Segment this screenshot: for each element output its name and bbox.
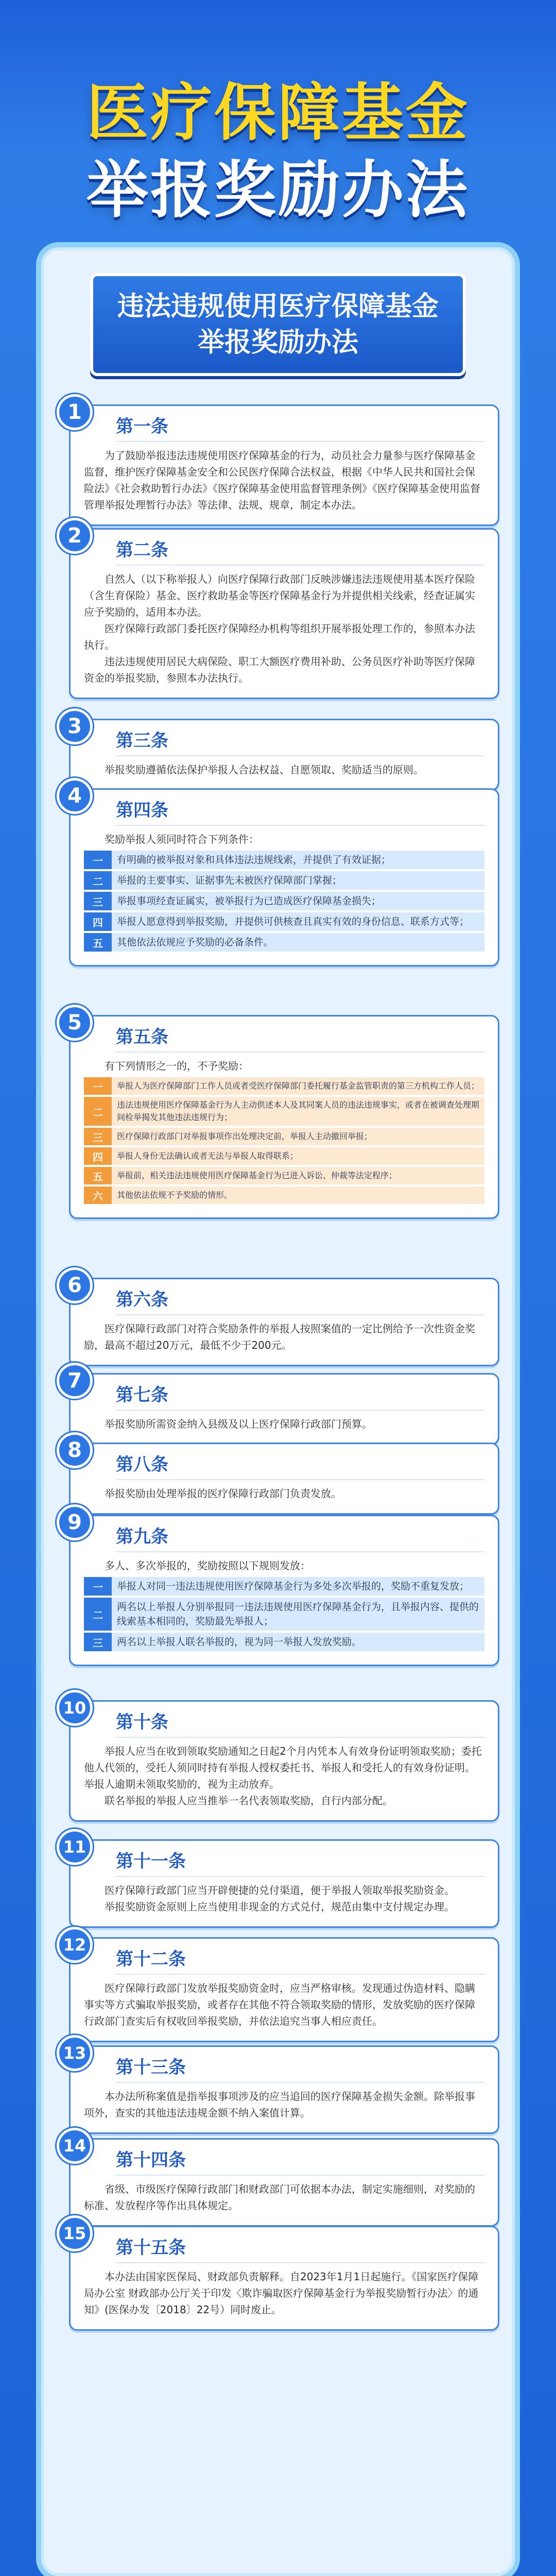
hero-title-line1: 医疗保障基金 [86, 77, 470, 149]
article-item-list [84, 1077, 484, 1204]
list-item-text: 举报人身份无法确认或者无法与举报人取得联系； [112, 1147, 484, 1165]
article-paragraph: 省级、市级医疗保障行政部门和财政部门可依据本办法，制定实施细则，对奖励的标准、发放程序等作出具体规定。 [84, 2183, 475, 2212]
hero-banner [0, 0, 556, 226]
list-item [84, 933, 484, 952]
article-number-badge: 11 [57, 1829, 93, 1865]
list-item-text: 举报的主要事实、证据事先未被医疗保障部门掌握； [112, 871, 484, 890]
article-number-badge: 15 [57, 2215, 93, 2251]
list-item-index: 一 [84, 1077, 112, 1095]
list-item [84, 1167, 484, 1184]
list-item [84, 851, 484, 869]
list-item-index: 一 [84, 1577, 112, 1596]
article-title: 第十三条 [116, 2056, 484, 2083]
article-paragraph: 本办法由国家医保局、财政部负责解释。自2023年1月1日起施行。《国家医疗保障局办公室 财政部办公厅关于印发〈欺诈骗取医疗保障基金行为举报奖励暂行办法〉的通知》(医保办发〔2018〕22号）同时废止。 [84, 2270, 479, 2316]
article-item-list [84, 1577, 484, 1651]
list-item-text: 举报人愿意得到举报奖励，并提供可供核查且真实有效的身份信息、联系方式等； [112, 912, 484, 931]
article-paragraph: 联名举报的举报人应当推举一名代表领取奖励，自行内部分配。 [105, 1794, 393, 1807]
list-item [84, 1077, 484, 1095]
article-number-badge: 2 [57, 518, 93, 554]
article-title: 第四条 [116, 799, 484, 826]
article-card [69, 1700, 499, 1822]
article-number-badge: 12 [57, 1927, 93, 1963]
article-card [69, 528, 499, 699]
list-item [84, 892, 484, 910]
article-number-badge: 13 [57, 2035, 93, 2071]
list-item-index: 三 [84, 1633, 112, 1651]
list-item [84, 1598, 484, 1631]
article-number-badge: 8 [57, 1432, 93, 1468]
list-item-text: 两名以上举报人分别举报同一违法违规使用医疗保障基金行为，且举报内容、提供的线索基本相同的，奖励最先举报人； [112, 1598, 484, 1631]
article-paragraph: 为了鼓励举报违法违规使用医疗保障基金的行为，动员社会力量参与医疗保障基金监督，维护医疗保障基金安全和公民医疗保障合法权益，根据《中华人民共和国社会保险法》《社会救助暂行办法》《医疗保障基金使用监督管理条例》《医疗保障基金使用监督管理举报处理暂行办法》等法律、法规、规章，制定本办法。 [84, 449, 480, 511]
list-item-index: 一 [84, 851, 112, 869]
article-title: 第五条 [116, 1026, 484, 1053]
article-card [69, 1278, 499, 1366]
list-item [84, 1097, 484, 1126]
list-item-index: 五 [84, 1167, 112, 1184]
article-paragraph: 医疗保障行政部门委托医疗保障经办机构等组织开展举报处理工作的，参照本办法执行。 [84, 622, 475, 651]
article-card [69, 2226, 499, 2331]
article-number-badge: 7 [57, 1363, 93, 1399]
list-item-index: 四 [84, 1147, 112, 1165]
article-paragraph: 举报奖励资金原则上应当使用非现金的方式兑付，规范由集中支付规定办理。 [105, 1901, 455, 1913]
list-item-text: 违法违规使用医疗保障基金行为人主动供述本人及其同案人员的违法违规事实，或者在被调查处理期间检举揭发其他违法违规行为； [112, 1097, 484, 1126]
list-item-index: 四 [84, 912, 112, 931]
article-paragraph: 奖励举报人须同时符合下列条件： [105, 833, 259, 845]
article-number-badge: 3 [57, 708, 93, 744]
article-title: 第二条 [116, 539, 484, 566]
list-item-index: 五 [84, 933, 112, 952]
list-item [84, 1147, 484, 1165]
list-item-text: 两名以上举报人联名举报的，视为同一举报人发放奖励。 [112, 1633, 484, 1651]
list-item [84, 1187, 484, 1204]
article-paragraph: 举报奖励遵循依法保护举报人合法权益、自愿领取、奖励适当的原则。 [105, 764, 424, 776]
article-title: 第十一条 [116, 1850, 484, 1877]
article-number-badge: 5 [57, 1005, 93, 1041]
panel-title [90, 273, 466, 376]
article-card [69, 1373, 499, 1445]
article-title: 第三条 [116, 730, 484, 756]
article-paragraph: 自然人（以下称举报人）向医疗保障行政部门反映涉嫌违法违规使用基本医疗保险（含生育保险）基金、医疗救助基金等医疗保障基金行为并提供相关线索，经查证属实应予奖励的，适用本办法。 [84, 573, 475, 618]
list-item [84, 1633, 484, 1651]
article-title: 第六条 [116, 1289, 484, 1315]
list-item-text: 举报前，相关违法违规使用医疗保障基金行为已进入诉讼、仲裁等法定程序； [112, 1167, 484, 1184]
hero-title-line2: 举报奖励办法 [86, 155, 470, 226]
article-title: 第十四条 [116, 2149, 484, 2176]
article-card [69, 1515, 499, 1666]
content-panel [36, 242, 520, 2576]
list-item [84, 1128, 484, 1145]
list-item-index: 六 [84, 1187, 112, 1204]
article-paragraph: 举报奖励所需资金纳入县级及以上医疗保障行政部门预算。 [105, 1418, 372, 1430]
article-paragraph: 医疗保障行政部门应当开辟便捷的兑付渠道，便于举报人领取举报奖励资金。 [105, 1884, 455, 1896]
article-card [69, 2138, 499, 2227]
article-paragraph: 违法违规使用居民大病保险、职工大额医疗费用补助、公务员医疗补助等医疗保障资金的举报奖励，参照本办法执行。 [84, 655, 475, 684]
article-card [69, 1015, 499, 1219]
article-number-badge: 1 [57, 394, 93, 430]
panel-title-line2: 举报奖励办法 [197, 327, 358, 358]
article-card [69, 2045, 499, 2134]
list-item-text: 其他依法依规应予奖励的必备条件。 [112, 933, 484, 952]
list-item-text: 医疗保障行政部门对举报事项作出处理决定前，举报人主动撤回举报； [112, 1128, 484, 1145]
article-card [69, 788, 499, 967]
article-paragraph: 医疗保障行政部门发放举报奖励资金时，应当严格审核。发现通过伪造材料、隐瞒事实等方式骗取举报奖励，或者存在其他不符合领取奖励的情形，发放奖励的医疗保障行政部门查实后有权收回举报奖励，并依法追究当事人相应责任。 [84, 1982, 475, 2027]
article-title: 第十二条 [116, 1948, 484, 1975]
list-item-index: 三 [84, 892, 112, 910]
article-title: 第八条 [116, 1453, 484, 1480]
list-item-index: 二 [84, 1598, 112, 1631]
list-item-index: 二 [84, 1097, 112, 1126]
article-item-list [84, 851, 484, 952]
article-paragraph: 本办法所称案值是指举报事项涉及的应当追回的医疗保障基金损失金额。除举报事项外，查实的其他违法违规金额不纳入案值计算。 [84, 2090, 475, 2119]
list-item-text: 举报人为医疗保障部门工作人员或者受医疗保障部门委托履行基金监管职责的第三方机构工作人员； [112, 1077, 484, 1095]
article-title: 第九条 [116, 1526, 484, 1552]
article-number-badge: 9 [57, 1504, 93, 1540]
article-card [69, 404, 499, 526]
article-title: 第七条 [116, 1384, 484, 1411]
list-item-text: 其他依法依规不予奖励的情形。 [112, 1187, 484, 1204]
list-item [84, 871, 484, 890]
list-item-index: 二 [84, 871, 112, 890]
list-item-text: 举报事项经查证属实，被举报行为已造成医疗保障基金损失； [112, 892, 484, 910]
article-title: 第一条 [116, 415, 484, 442]
article-number-badge: 6 [57, 1267, 93, 1303]
article-card [69, 1937, 499, 2042]
panel-title-line1: 违法违规使用医疗保障基金 [117, 291, 439, 322]
article-title: 第十五条 [116, 2236, 484, 2263]
article-title: 第十条 [116, 1711, 484, 1738]
article-card [69, 719, 499, 791]
article-number-badge: 14 [57, 2128, 93, 2164]
article-paragraph: 举报奖励由处理举报的医疗保障行政部门负责发放。 [105, 1487, 341, 1500]
article-number-badge: 4 [57, 778, 93, 814]
list-item-text: 有明确的被举报对象和具体违法违规线索，并提供了有效证据； [112, 851, 484, 869]
article-paragraph: 有下列情形之一的，不予奖励： [105, 1060, 249, 1072]
list-item [84, 912, 484, 931]
list-item-index: 三 [84, 1128, 112, 1145]
list-item [84, 1577, 484, 1596]
article-paragraph: 医疗保障行政部门对符合奖励条件的举报人按照案值的一定比例给予一次性资金奖励，最高不超过20万元，最低不少于200元。 [84, 1323, 475, 1351]
article-paragraph: 多人、多次举报的，奖励按照以下规则发放： [105, 1560, 310, 1572]
article-card [69, 1443, 499, 1515]
article-number-badge: 10 [57, 1690, 93, 1726]
article-card [69, 1839, 499, 1928]
list-item-text: 举报人对同一违法违规使用医疗保障基金行为多处多次举报的，奖励不重复发放； [112, 1577, 484, 1596]
article-paragraph: 举报人应当在收到领取奖励通知之日起2个月内凭本人有效身份证明领取奖励；委托他人代领的，受托人须同时持有举报人授权委托书、举报人和受托人的有效身份证明。举报人逾期未领取奖励的，视为主动放弃。 [84, 1745, 482, 1790]
